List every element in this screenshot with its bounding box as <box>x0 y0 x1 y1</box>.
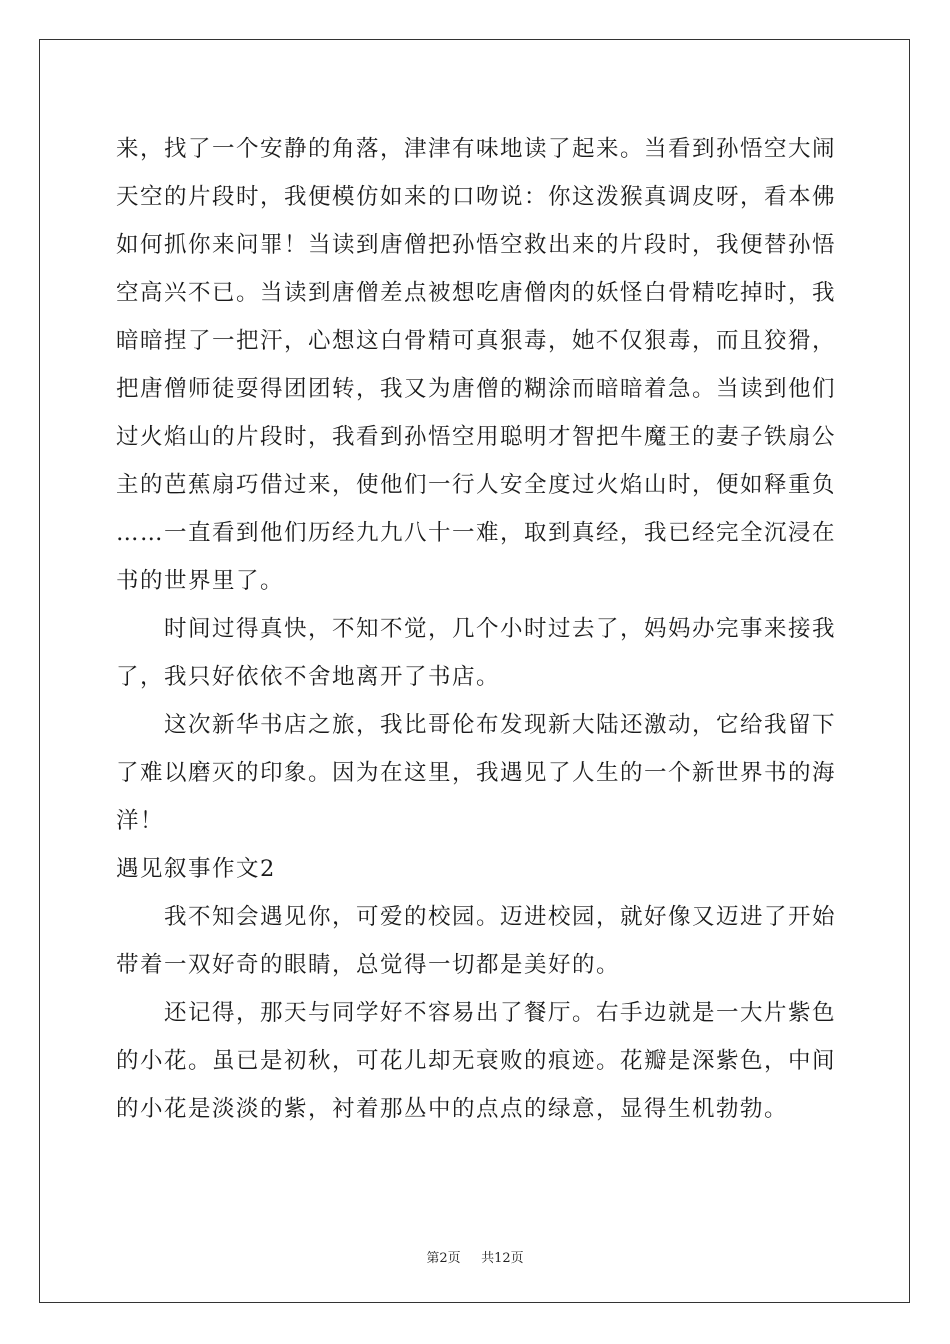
paragraph-line: 空高兴不已。当读到唐僧差点被想吃唐僧肉的妖怪白骨精吃掉时，我 <box>116 280 837 306</box>
page-total: 共12页 <box>481 1251 524 1266</box>
paragraph-line: 了难以磨灭的印象。因为在这里，我遇见了人生的一个新世界书的海 <box>116 760 837 786</box>
paragraph-line: 把唐僧师徒耍得团团转，我又为唐僧的糊涂而暗暗着急。当读到他们 <box>116 376 837 402</box>
paragraph-line: 来，找了一个安静的角落，津津有味地读了起来。当看到孙悟空大闹 <box>116 136 837 162</box>
paragraph-line: 我不知会遇见你，可爱的校园。迈进校园，就好像又迈进了开始 <box>164 904 837 930</box>
paragraph-line: 还记得，那天与同学好不容易出了餐厅。右手边就是一大片紫色 <box>164 1000 837 1026</box>
paragraph-line: 如何抓你来问罪！当读到唐僧把孙悟空救出来的片段时，我便替孙悟 <box>116 232 837 258</box>
paragraph-line: 主的芭蕉扇巧借过来，使他们一行人安全度过火焰山时，便如释重负 <box>116 472 837 498</box>
paragraph-line: ……一直看到他们历经九九八十一难，取到真经，我已经完全沉浸在 <box>116 520 837 546</box>
page-number: 第2页 <box>426 1251 461 1266</box>
document-body <box>116 125 836 1133</box>
paragraph-line: 天空的片段时，我便模仿如来的口吻说：你这泼猴真调皮呀，看本佛 <box>116 184 837 210</box>
paragraph-line: 这次新华书店之旅，我比哥伦布发现新大陆还激动，它给我留下 <box>164 712 837 738</box>
section-heading: 遇见叙事作文2 <box>116 856 276 882</box>
paragraph-line: 的小花是淡淡的紫，衬着那丛中的点点的绿意，显得生机勃勃。 <box>116 1096 789 1122</box>
page-footer <box>0 1247 950 1266</box>
paragraph-line: 洋！ <box>116 808 165 834</box>
paragraph-line: 时间过得真快，不知不觉，几个小时过去了，妈妈办完事来接我 <box>164 616 837 642</box>
paragraph-line: 暗暗捏了一把汗，心想这白骨精可真狠毒，她不仅狠毒，而且狡猾， <box>116 328 837 354</box>
paragraph-line: 书的世界里了。 <box>116 568 285 594</box>
paragraph-line: 带着一双好奇的眼睛，总觉得一切都是美好的。 <box>116 952 621 978</box>
paragraph-line: 的小花。虽已是初秋，可花儿却无衰败的痕迹。花瓣是深紫色，中间 <box>116 1048 837 1074</box>
paragraph-line: 了，我只好依依不舍地离开了书店。 <box>116 664 501 690</box>
paragraph-line: 过火焰山的片段时，我看到孙悟空用聪明才智把牛魔王的妻子铁扇公 <box>116 424 837 450</box>
